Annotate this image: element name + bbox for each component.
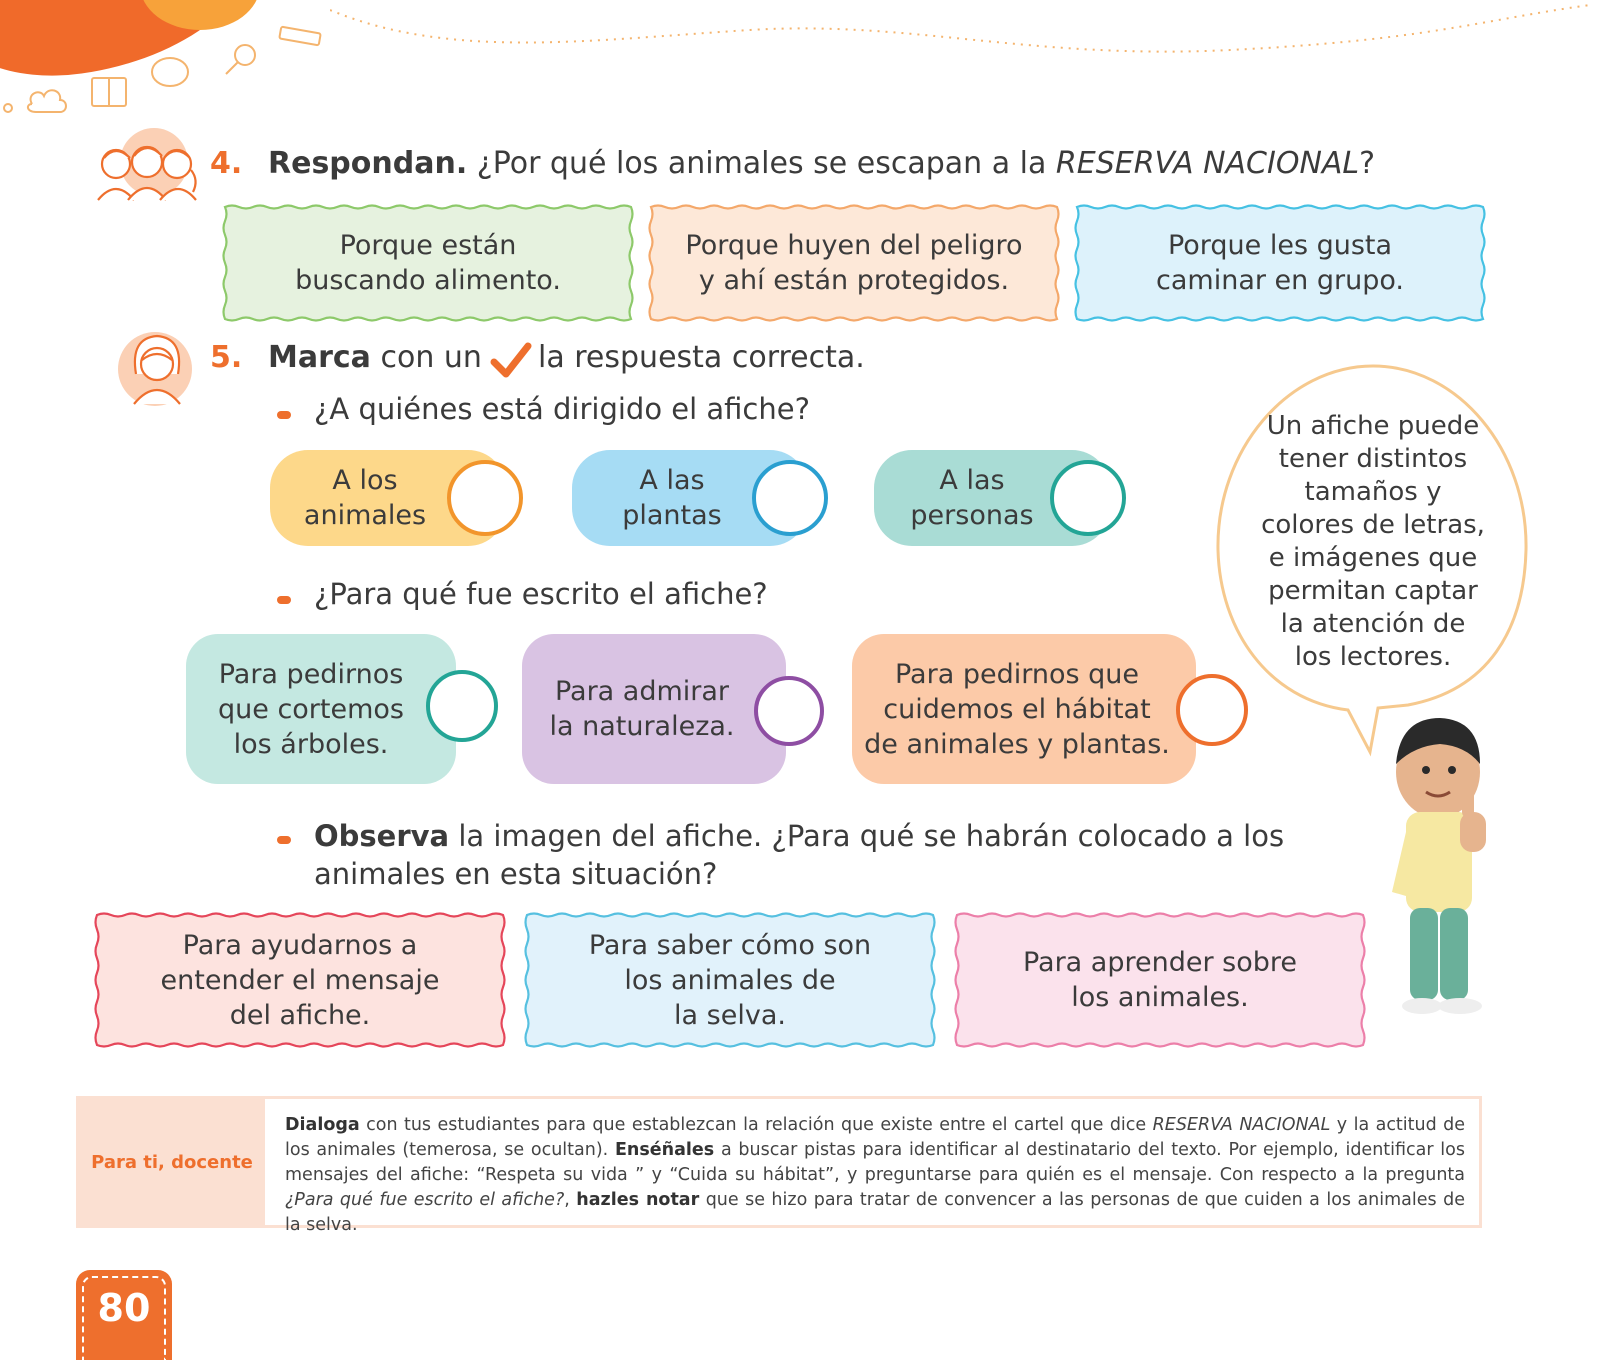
girl-avatar-icon [120,330,194,406]
purpose-admire-nature-checkbox[interactable] [754,676,824,746]
question-4-prompt [268,146,1375,181]
teacher-note-part-2: y la actitud de los animales (temerosa, se ocultan). [285,1115,1466,1160]
purpose-option-admire-nature-text: Para admirar la naturaleza. [549,676,735,742]
bullet-2 [277,596,291,604]
q4-option-2-text: Porque huyen del peligro y ahí están protegidos. [685,230,1023,296]
teacher-note-part-4: , [564,1190,577,1210]
checkmark-icon [490,342,532,380]
q4-option-3-text: Porque les gusta caminar en grupo. [1156,230,1404,296]
q4-option-1-text: Porque están buscando alimento. [295,230,561,296]
purpose-option-care-habitat-text: Para pedirnos que cuidemos el hábitat de animales y plantas. [864,658,1170,760]
purpose-option-cut-trees-text: Para pedirnos que cortemos los árboles. [218,658,404,760]
purpose-option-cut-trees[interactable] [186,634,456,784]
teacher-note-bold-1: Dialoga [285,1115,360,1135]
purpose-cut-trees-checkbox[interactable] [426,670,498,742]
teacher-note-text [285,1113,1465,1238]
purpose-option-admire-nature[interactable] [522,634,786,784]
q5c-option-1-text: Para ayudarnos a entender el mensaje del afiche. [160,929,440,1031]
question-5-instruction: Marca [268,340,371,375]
q5c-option-3[interactable] [952,910,1368,1050]
teacher-note-bold-3: hazles notar [576,1190,700,1210]
q4-option-3[interactable] [1072,202,1488,324]
question-4-instruction: Respondan. [268,146,468,181]
teacher-note-italic-2: ¿Para qué fue escrito el afiche? [285,1190,565,1210]
bullet-1 [277,411,291,419]
sub-question-2: ¿Para qué fue escrito el afiche? [314,577,768,611]
audience-plants-checkbox[interactable] [752,460,828,536]
purpose-option-care-habitat[interactable] [852,634,1196,784]
teacher-note-part-3: a buscar pistas para identificar al destinatario del texto. Por ejemplo, identificar los mensajes del afiche: “Respeta su vida ” y “Cuida su hábitat”, y preguntarse para quién es el mensaje. Con respecto a la pregunta [285,1140,1465,1185]
teacher-note-part-5: que se hizo para tratar de convencer a las personas de que cuiden a los animales de la selva. [285,1190,1465,1235]
question-4-number: 4. [210,146,243,181]
question-4-end: ? [1359,146,1376,181]
q5c-option-1[interactable] [92,910,508,1050]
page-number-tab [76,1270,172,1360]
teacher-note-part-1: con tus estudiantes para que establezcan la relación que existe entre el cartel que dice [359,1115,1153,1135]
bullet-3 [277,836,291,844]
teacher-note-label: Para ti, docente [79,1099,265,1225]
question-4-text: ¿Por qué los animales se escapan a la [476,146,1056,181]
audience-people-checkbox[interactable] [1050,460,1126,536]
q5c-option-3-text: Para aprender sobre los animales. [1022,947,1298,1013]
boy-thumbs-up-illustration [1378,712,1508,1028]
audience-option-animals-text: A los animales [303,465,427,531]
question-5-text-after: la respuesta correcta. [538,340,865,375]
audience-animals-checkbox[interactable] [447,460,523,536]
teacher-note-box [76,1096,1482,1235]
speech-bubble-text: Un afiche puede tener distintos tamaños y colores de letras, e imágenes que permitan captar la atención de los lectores. [1261,411,1485,672]
q5c-option-2-text: Para saber cómo son los animales de la selva. [588,929,872,1031]
dotted-line-decoration [330,0,1600,70]
group-of-children-icon [92,140,202,204]
audience-option-people-text: A las personas [910,465,1034,531]
teacher-note-italic-1: RESERVA NACIONAL [1152,1115,1331,1135]
sub-question-1: ¿A quiénes está dirigido el afiche? [314,392,810,426]
sub-question-3-instruction: Observa [314,819,450,853]
question-5-prompt [268,340,482,375]
sub-question-3 [314,817,1314,893]
school-icons-decoration [0,20,340,120]
sub-question-3-text: la imagen del afiche. ¿Para qué se habrán colocado a los animales en esta situación? [314,819,1285,891]
q4-option-2[interactable] [646,202,1062,324]
teacher-note-bold-2: Enséñales [614,1140,715,1160]
q5c-option-2[interactable] [522,910,938,1050]
question-5-number: 5. [210,340,243,375]
question-4-italic: RESERVA NACIONAL [1055,146,1360,181]
audience-option-plants-text: A las plantas [622,465,722,531]
q4-option-1[interactable] [220,202,636,324]
question-5-text-before: con un [380,340,482,375]
page-number: 80 [82,1276,166,1360]
